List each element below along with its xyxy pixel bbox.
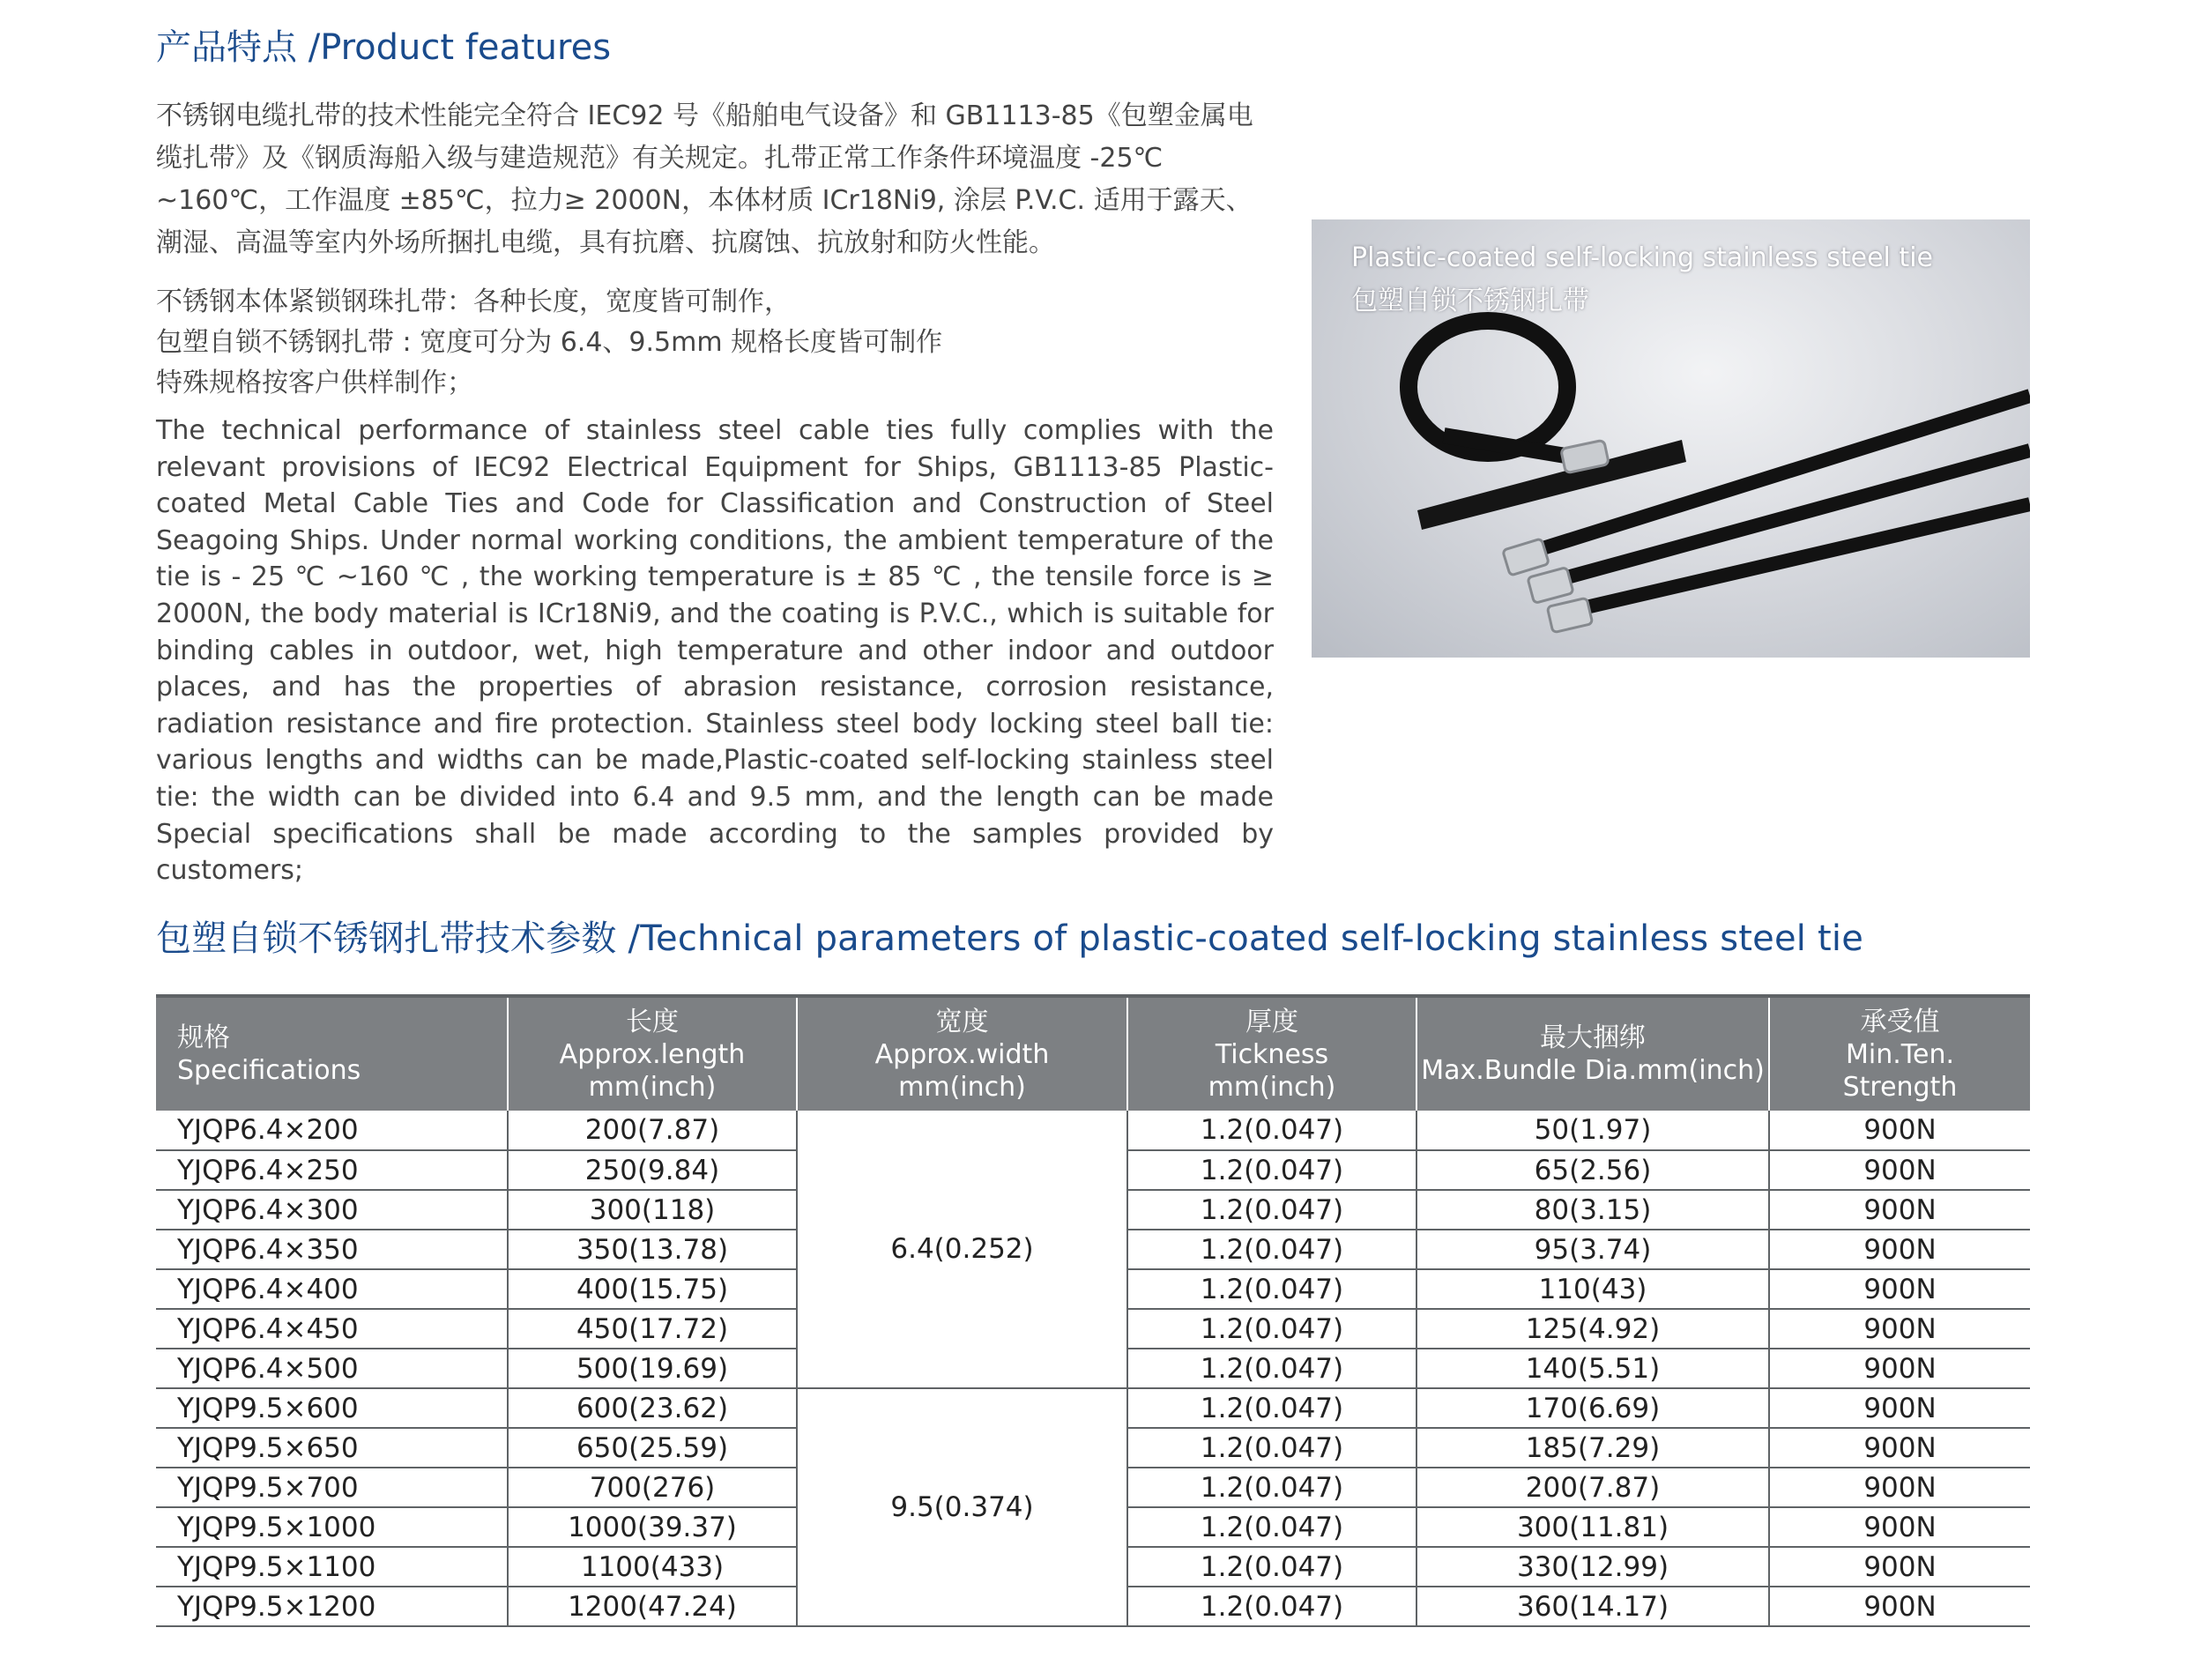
cell-length: 350(13.78): [508, 1230, 797, 1269]
cell-spec: YJQP6.4×350: [156, 1230, 508, 1269]
cell-spec: YJQP9.5×1200: [156, 1587, 508, 1626]
table-row: [156, 1388, 2030, 1428]
header-line: mm(inch): [898, 1071, 1026, 1103]
cell-strength: 900N: [1769, 1468, 2030, 1507]
cell-bundle: 110(43): [1416, 1269, 1769, 1309]
cell-length: 600(23.62): [508, 1388, 797, 1428]
cell-bundle: 95(3.74): [1416, 1230, 1769, 1269]
cell-thickness: 1.2(0.047): [1127, 1269, 1416, 1309]
parameters-heading: 包塑自锁不锈钢扎带技术参数 /Technical parameters of plastic-coated self-locking stainless steel tie: [156, 918, 1864, 959]
cell-strength: 900N: [1769, 1269, 2030, 1309]
cell-thickness: 1.2(0.047): [1127, 1507, 1416, 1547]
cell-strength: 900N: [1769, 1349, 2030, 1388]
header-line: 最大捆绑: [1540, 1022, 1646, 1053]
cn-line: 特殊规格按客户供样制作；: [156, 368, 473, 398]
cell-length: 250(9.84): [508, 1150, 797, 1190]
parameters-table: [156, 994, 2030, 1627]
cell-strength: 900N: [1769, 1150, 2030, 1190]
header-line: mm(inch): [588, 1071, 717, 1103]
tie-buckle-2: [1528, 568, 1573, 604]
cell-spec: YJQP9.5×1100: [156, 1547, 508, 1587]
tie-buckle-3: [1547, 598, 1593, 633]
cell-strength: 900N: [1769, 1507, 2030, 1547]
cell-thickness: 1.2(0.047): [1127, 1190, 1416, 1230]
cell-spec: YJQP9.5×700: [156, 1468, 508, 1507]
cell-length: 300(118): [508, 1190, 797, 1230]
cell-strength: 900N: [1769, 1111, 2030, 1150]
cell-spec: YJQP6.4×200: [156, 1111, 508, 1150]
header-specifications: [156, 996, 508, 1111]
tie-buckle-1: [1503, 539, 1550, 576]
cell-length: 700(276): [508, 1468, 797, 1507]
cell-length: 500(19.69): [508, 1349, 797, 1388]
header-length: [508, 996, 797, 1111]
cell-width-group: 9.5(0.374): [797, 1388, 1127, 1626]
header-max-bundle: [1416, 996, 1769, 1111]
cell-bundle: 300(11.81): [1416, 1507, 1769, 1547]
cell-bundle: 50(1.97): [1416, 1111, 1769, 1150]
product-features-heading: 产品特点 /Product features: [156, 27, 612, 68]
cell-strength: 900N: [1769, 1547, 2030, 1587]
cell-spec: YJQP9.5×600: [156, 1388, 508, 1428]
coiled-tie-band: [1409, 321, 1567, 453]
header-line: Max.Bundle Dia.mm(inch): [1421, 1055, 1765, 1086]
cell-thickness: 1.2(0.047): [1127, 1309, 1416, 1349]
header-width: [797, 996, 1127, 1111]
header-line: Strength: [1842, 1071, 1958, 1103]
header-line: Specifications: [177, 1055, 361, 1086]
cell-length: 400(15.75): [508, 1269, 797, 1309]
table-header-row: [156, 996, 2030, 1111]
cell-thickness: 1.2(0.047): [1127, 1349, 1416, 1388]
cell-strength: 900N: [1769, 1388, 2030, 1428]
cell-bundle: 65(2.56): [1416, 1150, 1769, 1190]
cell-length: 650(25.59): [508, 1428, 797, 1468]
cell-strength: 900N: [1769, 1309, 2030, 1349]
cell-length: 450(17.72): [508, 1309, 797, 1349]
cell-strength: 900N: [1769, 1230, 2030, 1269]
cell-spec: YJQP6.4×500: [156, 1349, 508, 1388]
cn-line: 不锈钢本体紧锁钢珠扎带：各种长度，宽度皆可制作，: [156, 286, 791, 317]
cell-thickness: 1.2(0.047): [1127, 1468, 1416, 1507]
cell-thickness: 1.2(0.047): [1127, 1388, 1416, 1428]
cell-bundle: 125(4.92): [1416, 1309, 1769, 1349]
cn-line: 包塑自锁不锈钢扎带 : 宽度可分为 6.4、9.5mm 规格长度皆可制作: [156, 327, 943, 358]
cell-bundle: 170(6.69): [1416, 1388, 1769, 1428]
product-photo: [1312, 219, 2030, 658]
cell-bundle: 200(7.87): [1416, 1468, 1769, 1507]
header-line: Tickness: [1215, 1038, 1329, 1070]
photo-caption-en: Plastic-coated self-locking stainless steel tie: [1351, 242, 1933, 273]
header-line: Approx.width: [874, 1038, 1050, 1070]
cell-strength: 900N: [1769, 1587, 2030, 1626]
cell-bundle: 80(3.15): [1416, 1190, 1769, 1230]
header-line: 长度: [626, 1006, 679, 1037]
header-strength: [1769, 996, 2030, 1111]
header-line: 规格: [177, 1022, 230, 1053]
header-thickness: [1127, 996, 1416, 1111]
cell-thickness: 1.2(0.047): [1127, 1428, 1416, 1468]
cell-spec: YJQP6.4×400: [156, 1269, 508, 1309]
cell-thickness: 1.2(0.047): [1127, 1111, 1416, 1150]
cell-thickness: 1.2(0.047): [1127, 1587, 1416, 1626]
header-line: mm(inch): [1208, 1071, 1336, 1103]
cell-spec: YJQP9.5×650: [156, 1428, 508, 1468]
cell-spec: YJQP6.4×250: [156, 1150, 508, 1190]
cell-strength: 900N: [1769, 1190, 2030, 1230]
table-row: [156, 1111, 2030, 1150]
cell-length: 200(7.87): [508, 1111, 797, 1150]
cell-bundle: 360(14.17): [1416, 1587, 1769, 1626]
photo-caption-cn: 包塑自锁不锈钢扎带: [1351, 286, 1589, 316]
features-cn-paragraph: 不锈钢电缆扎带的技术性能完全符合 IEC92 号《船舶电气设备》和 GB1113-85《包塑金属电缆扎带》及《钢质海船入级与建造规范》有关规定。扎带正常工作条件环境温度 -25℃ ~160℃，工作温度 ±85℃，拉力≥ 2000N，本体材质 ICr18Ni9, 涂层 P.V.C. 适用于露天、潮湿、高温等室内外场所捆扎电缆，具有抗磨、抗腐蚀、抗放射和防火性能。: [156, 100, 1253, 258]
cell-bundle: 140(5.51): [1416, 1349, 1769, 1388]
cell-length: 1000(39.37): [508, 1507, 797, 1547]
cell-length: 1200(47.24): [508, 1587, 797, 1626]
cell-bundle: 185(7.29): [1416, 1428, 1769, 1468]
header-line: 厚度: [1245, 1006, 1298, 1037]
header-line: Approx.length: [559, 1038, 746, 1070]
features-cn-lines: [156, 282, 1275, 404]
cell-spec: YJQP6.4×300: [156, 1190, 508, 1230]
cell-bundle: 330(12.99): [1416, 1547, 1769, 1587]
cell-thickness: 1.2(0.047): [1127, 1230, 1416, 1269]
header-line: 承受值: [1860, 1006, 1940, 1037]
header-line: Min.Ten.: [1845, 1038, 1954, 1070]
cell-width-group: 6.4(0.252): [797, 1111, 1127, 1388]
cell-thickness: 1.2(0.047): [1127, 1150, 1416, 1190]
cell-thickness: 1.2(0.047): [1127, 1547, 1416, 1587]
cell-spec: YJQP9.5×1000: [156, 1507, 508, 1547]
header-line: 宽度: [935, 1006, 989, 1037]
cell-length: 1100(433): [508, 1547, 797, 1587]
features-en-paragraph: The technical performance of stainless steel cable ties fully complies with the relevant provisions of IEC92 Electrical Equipment for Ships, GB1113-85 Plastic-coated Metal Cable Ties and Code for Classification and Construction of Steel Seagoing Ships. Under normal working conditions, the ambient temperature of the tie is - 25 ℃ ~160 ℃ , the working temperature is ± 85 ℃ , the tensile force is ≥ 2000N, the body material is ICr18Ni9, and the coating is P.V.C., which is suitable for binding cables in outdoor, wet, high temperature and other indoor and outdoor places, and has the properties of abrasion resistance, corrosion resistance, radiation resistance and fire protection. Stainless steel body locking steel ball tie: various lengths and widths can be made,Plastic-coated self-locking stainless steel tie: the width can be divided into 6.4 and 9.5 mm, and the length can be made Special specifications shall be made according to the samples provided by customers;: [156, 415, 1274, 887]
cell-strength: 900N: [1769, 1428, 2030, 1468]
cell-spec: YJQP6.4×450: [156, 1309, 508, 1349]
